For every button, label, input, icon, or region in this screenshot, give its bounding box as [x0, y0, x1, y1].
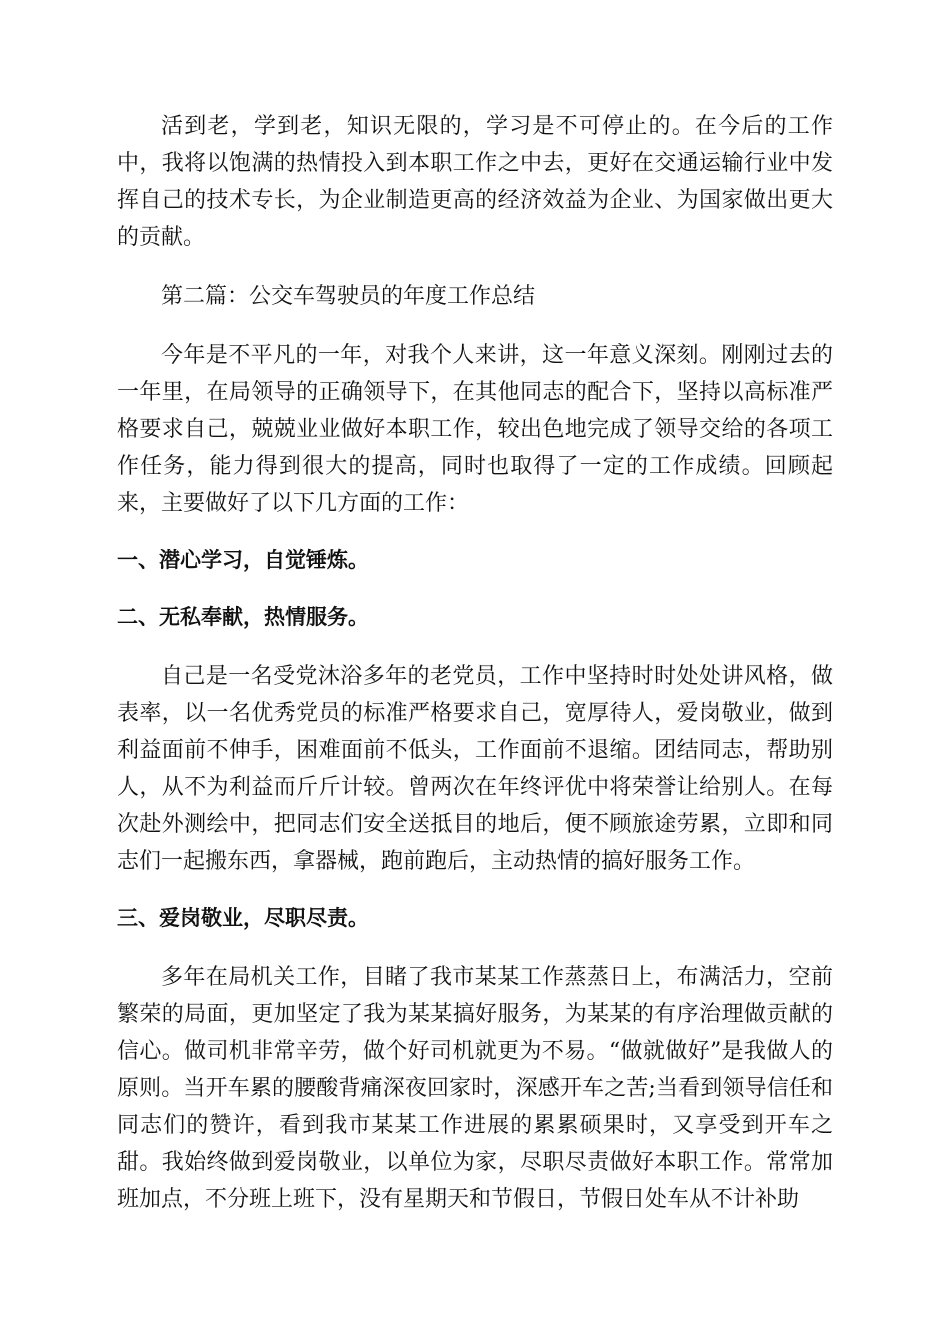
- document-body: [117, 108, 833, 1218]
- section-title-bus-driver-summary: 第二篇：公交车驾驶员的年度工作总结: [161, 284, 536, 309]
- heading-devotion: 三、爱岗敬业，尽职尽责。: [117, 906, 369, 930]
- heading-dedication: 二、无私奉献，热情服务。: [117, 605, 369, 629]
- paragraph-year-review: 今年是不平凡的一年，对我个人来讲，这一年意义深刻。刚刚过去的一年里，在局领导的正确领导下，在其他同志的配合下，坚持以高标准严格要求自己，兢兢业业做好本职工作，较出色地完成了领导交给的各项工作任务，能力得到很大的提高，同时也取得了一定的工作成绩。回顾起来，主要做好了以下几方面的工作：: [117, 343, 833, 516]
- paragraph-lifelong-learning: 活到老，学到老，知识无限的，学习是不可停止的。在今后的工作中，我将以饱满的热情投入到本职工作之中去，更好在交通运输行业中发挥自己的技术专长，为企业制造更高的经济效益为企业、为国家做出更大的贡献。: [117, 114, 833, 250]
- paragraph-driver-work: 多年在局机关工作，目睹了我市某某工作蒸蒸日上，布满活力，空前繁荣的局面，更加坚定了我为某某搞好服务，为某某的有序治理做贡献的信心。做司机非常辛劳，做个好司机就更为不易。“做就做好”是我做人的原则。当开车累的腰酸背痛深夜回家时，深感开车之苦;当看到领导信任和同志们的赞许，看到我市某某工作进展的累累硕果时，又享受到开车之甜。我始终做到爱岗敬业，以单位为家，尽职尽责做好本职工作。常常加班加点，不分班上班下，没有星期天和节假日，节假日处车从不计补助: [117, 965, 833, 1212]
- heading-study: 一、潜心学习，自觉锤炼。: [117, 548, 369, 572]
- paragraph-party-member: 自己是一名受党沐浴多年的老党员，工作中坚持时时处处讲风格，做表率，以一名优秀党员的标准严格要求自己，宽厚待人，爱岗敬业，做到利益面前不伸手，困难面前不低头，工作面前不退缩。团结同志，帮助别人，从不为利益而斤斤计较。曾两次在年终评优中将荣誉让给别人。在每次赴外测绘中，把同志们安全送抵目的地后，便不顾旅途劳累，立即和同志们一起搬东西，拿器械，跑前跑后，主动热情的搞好服务工作。: [117, 664, 833, 874]
